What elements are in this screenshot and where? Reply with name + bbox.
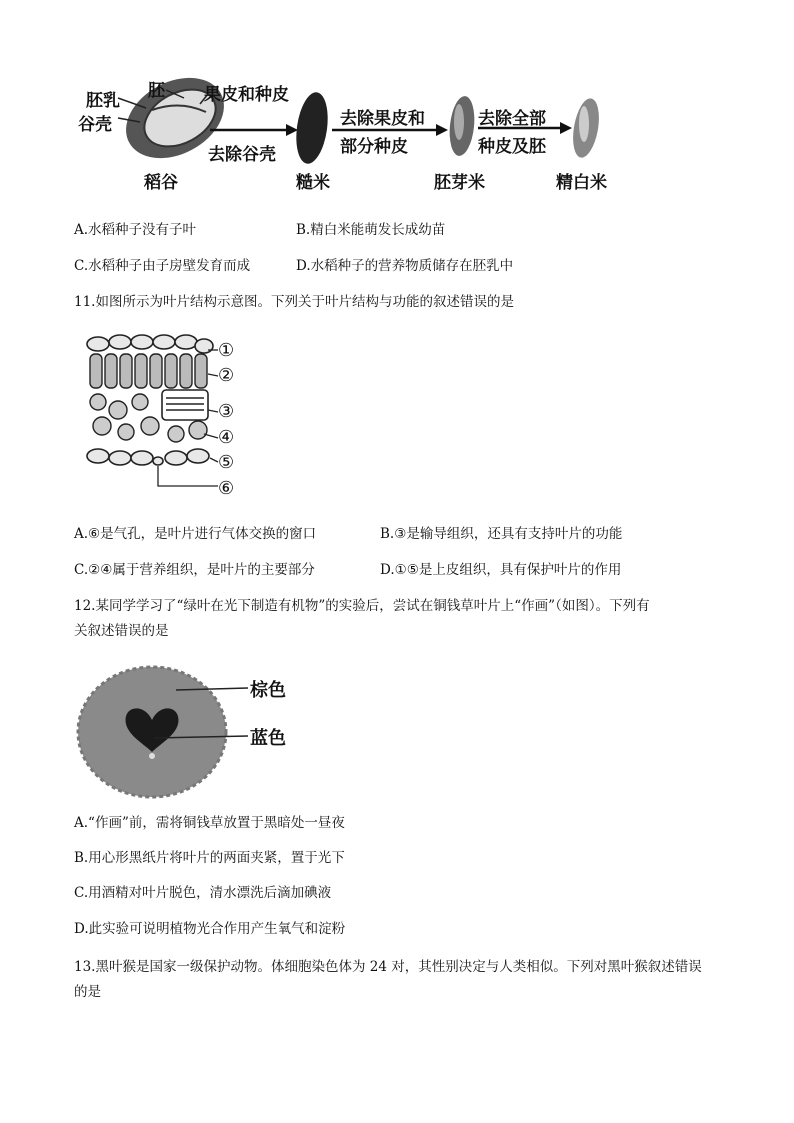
q10-option-a: A.水稻种子没有子叶 — [74, 222, 197, 238]
label-step2-line2: 部分种皮 — [340, 137, 408, 157]
q12-option-c: C.用酒精对叶片脱色，清水漂洗后滴加碘液 — [74, 885, 332, 901]
label-step1: 去除谷壳 — [208, 145, 276, 165]
leaf-marker-2: ② — [218, 365, 235, 386]
q11-option-b: B.③是输导组织，还具有支持叶片的功能 — [380, 526, 623, 542]
label-blue: 蓝色 — [250, 728, 286, 749]
q10-option-b: B.精白米能萌发长成幼苗 — [296, 222, 446, 238]
label-brown: 棕色 — [250, 680, 286, 701]
q12-option-b: B.用心形黑纸片将叶片的两面夹紧，置于光下 — [74, 850, 345, 866]
label-endosperm: 胚乳 — [86, 91, 120, 111]
q11-option-c: C.②④属于营养组织，是叶片的主要部分 — [74, 562, 315, 578]
label-grain: 稻谷 — [144, 173, 178, 193]
q11-stem: 11.如图所示为叶片结构示意图。下列关于叶片结构与功能的叙述错误的是 — [74, 294, 514, 310]
label-germ-rice: 胚芽米 — [434, 173, 485, 193]
label-husk: 谷壳 — [78, 115, 112, 135]
q12-option-d: D.此实验可说明植物光合作用产生氧气和淀粉 — [74, 921, 346, 937]
leaf-marker-5: ⑤ — [218, 452, 235, 473]
leaf-marker-1: ① — [218, 340, 235, 361]
leaf-marker-4: ④ — [218, 427, 235, 448]
q13-stem-line1: 13.黑叶猴是国家一级保护动物。体细胞染色体为 24 对，其性别决定与人类相似。下列对黑叶猴叙述错误 — [74, 959, 702, 975]
q11-option-d: D.①⑤是上皮组织，具有保护叶片的作用 — [380, 562, 622, 578]
q10-option-c: C.水稻种子由子房壁发育而成 — [74, 258, 251, 274]
q12-stem-line2: 关叙述错误的是 — [74, 623, 169, 639]
q13-stem-line2: 的是 — [74, 984, 101, 1000]
label-step2-line1: 去除果皮和 — [340, 109, 425, 129]
leaf-marker-3: ③ — [218, 401, 235, 422]
q11-option-a: A.⑥是气孔，是叶片进行气体交换的窗口 — [74, 526, 317, 542]
label-brown-rice: 糙米 — [296, 173, 330, 193]
leaf-marker-6: ⑥ — [218, 478, 235, 499]
label-pericarp-seedcoat: 果皮和种皮 — [204, 85, 289, 105]
q10-option-d: D.水稻种子的营养物质储存在胚乳中 — [296, 258, 514, 274]
label-embryo: 胚 — [148, 81, 165, 101]
label-step3-line1: 去除全部 — [478, 109, 546, 129]
q12-stem-line1: 12.某同学学习了“绿叶在光下制造有机物”的实验后，尝试在铜钱草叶片上“作画”（如图）。下列有 — [74, 598, 650, 614]
label-white-rice: 精白米 — [556, 173, 607, 193]
label-step3-line2: 种皮及胚 — [478, 137, 546, 157]
q12-option-a: A.“作画”前，需将铜钱草放置于黑暗处一昼夜 — [74, 815, 345, 831]
brown-rice-shape — [292, 90, 332, 165]
